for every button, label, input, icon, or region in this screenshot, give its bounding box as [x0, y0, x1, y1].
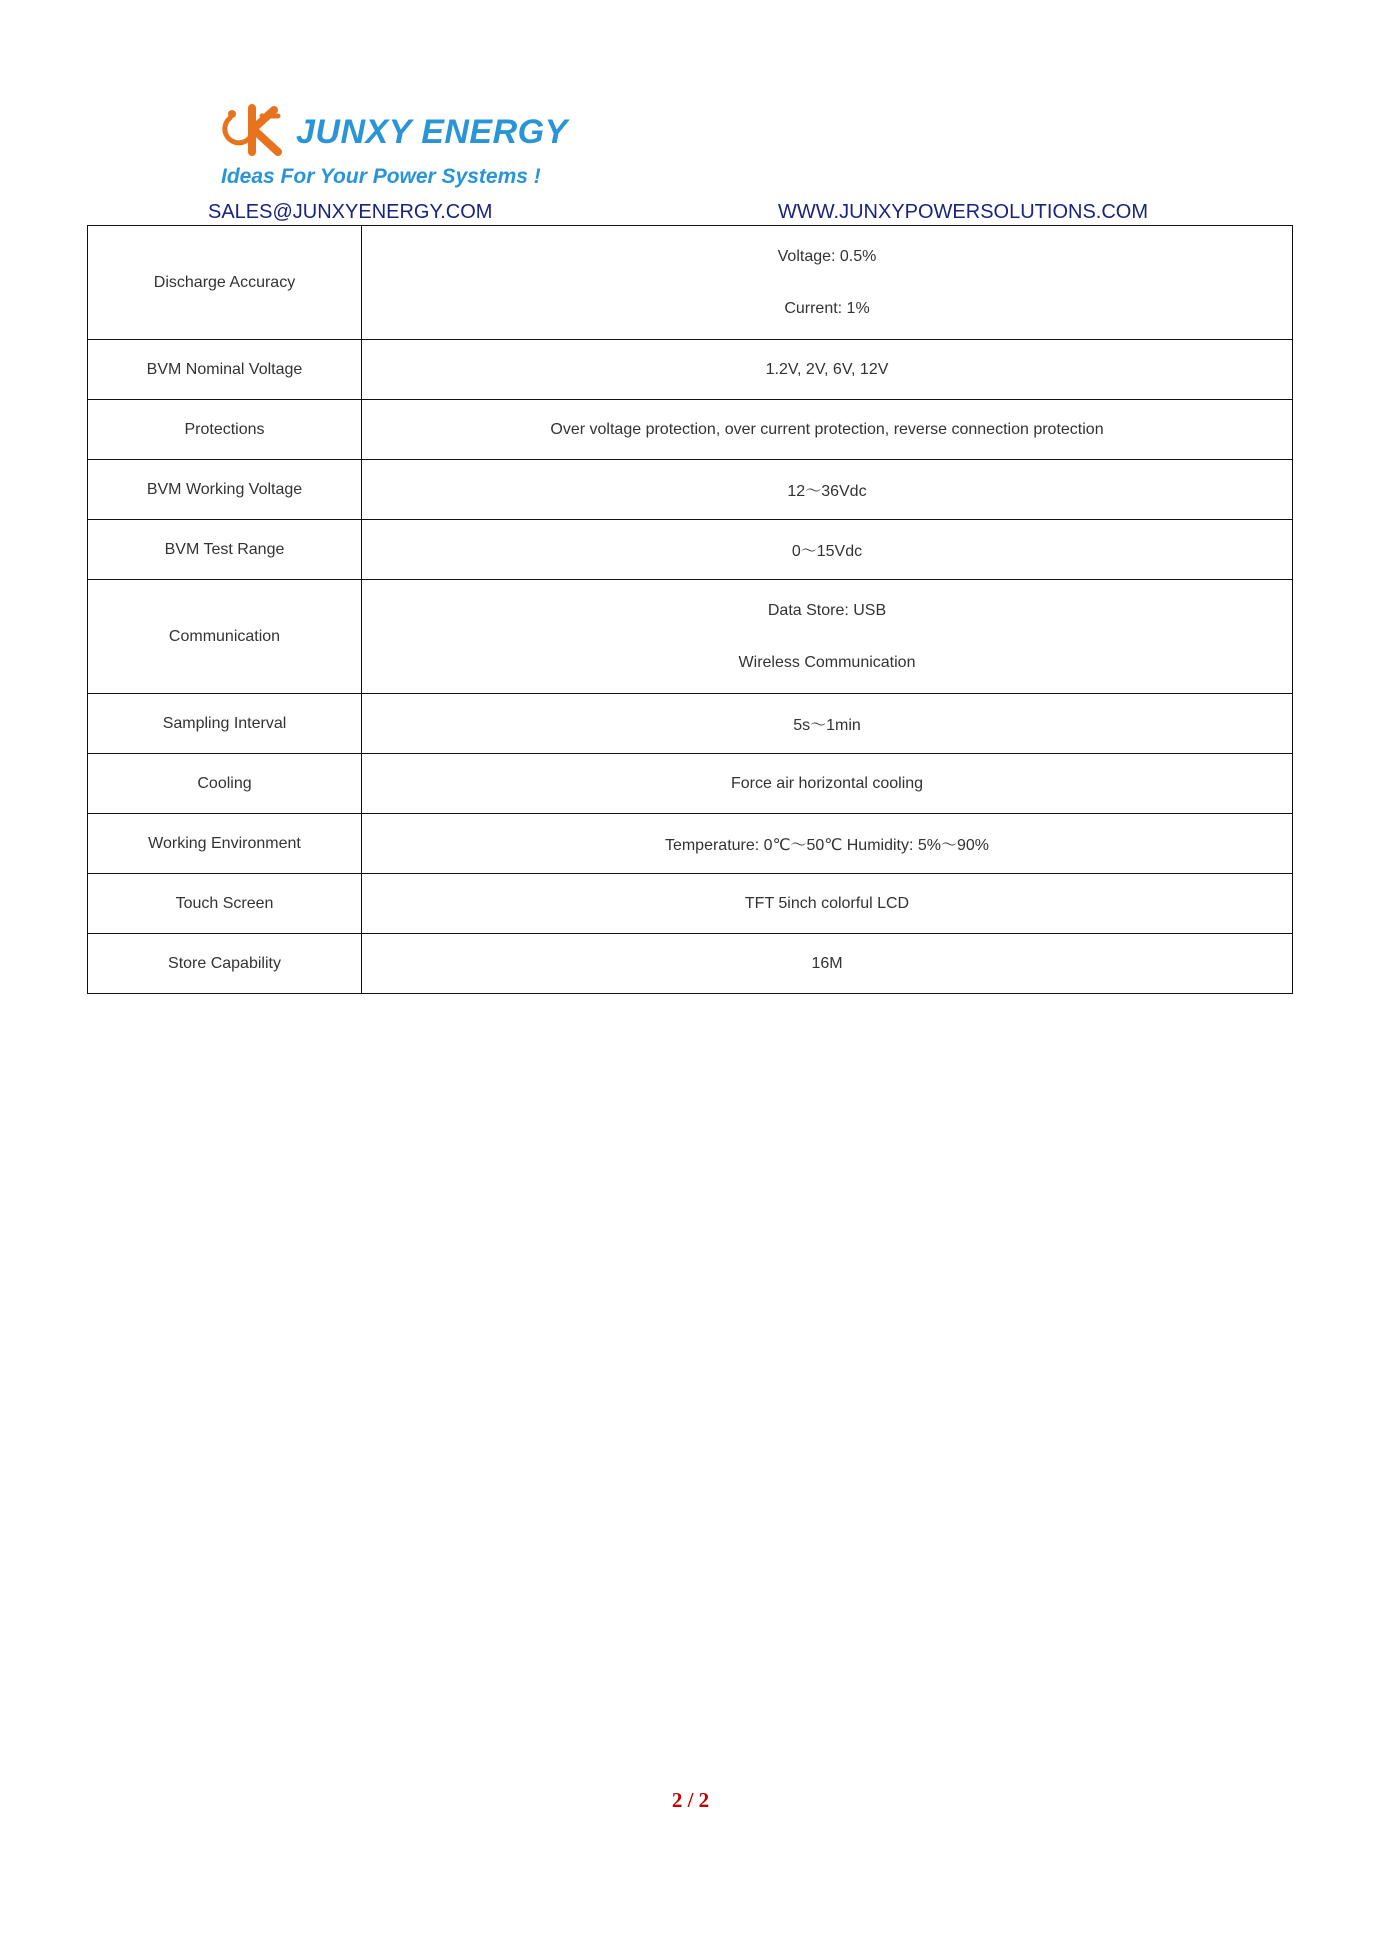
spec-label: Store Capability [88, 934, 362, 994]
spec-value-line: Current: 1% [784, 299, 870, 317]
spec-label: Cooling [88, 754, 362, 814]
spec-value [362, 934, 1293, 994]
spec-value [362, 226, 1293, 340]
spec-value [362, 580, 1293, 694]
contact-email[interactable]: SALES@JUNXYENERGY.COM [208, 201, 493, 223]
spec-table [87, 225, 1293, 994]
table-row [88, 934, 1293, 994]
spec-value [362, 340, 1293, 400]
spec-value [362, 814, 1293, 874]
spec-value-line: Wireless Communication [738, 653, 916, 671]
spec-value-line: 12～36Vdc [787, 483, 867, 500]
brand-tagline: Ideas For Your Power Systems ! [221, 165, 541, 188]
spec-label: Working Environment [88, 814, 362, 874]
spec-label: Touch Screen [88, 874, 362, 934]
spec-value-line: 1.2V, 2V, 6V, 12V [765, 360, 889, 378]
table-row [88, 340, 1293, 400]
spec-label: BVM Working Voltage [88, 460, 362, 520]
spec-label: BVM Nominal Voltage [88, 340, 362, 400]
spec-value-line: Force air horizontal cooling [730, 774, 924, 792]
spec-value-line: TFT 5inch colorful LCD [744, 894, 910, 912]
contact-website[interactable]: WWW.JUNXYPOWERSOLUTIONS.COM [778, 201, 1148, 223]
spec-value-line: 5s～1min [793, 717, 861, 734]
spec-value-line: Voltage: 0.5% [777, 247, 877, 265]
spec-value-line: Over voltage protection, over current protection, reverse connection protection [550, 420, 1104, 438]
table-row [88, 814, 1293, 874]
spec-value-line: 16M [811, 954, 843, 972]
spec-value-line: 0～15Vdc [791, 543, 863, 560]
spec-value [362, 520, 1293, 580]
spec-value [362, 874, 1293, 934]
spec-value [362, 694, 1293, 754]
table-row [88, 754, 1293, 814]
spec-value-line: Temperature: 0℃～50℃ Humidity: 5%～90% [664, 837, 990, 854]
spec-label: BVM Test Range [88, 520, 362, 580]
spec-label: Discharge Accuracy [88, 226, 362, 340]
junxy-logo-icon [222, 104, 282, 156]
spec-value-line: Data Store: USB [767, 601, 887, 619]
spec-label: Protections [88, 400, 362, 460]
table-row [88, 520, 1293, 580]
spec-value [362, 400, 1293, 460]
table-row [88, 694, 1293, 754]
spec-label: Communication [88, 580, 362, 694]
spec-value [362, 460, 1293, 520]
table-row [88, 400, 1293, 460]
table-row [88, 226, 1293, 340]
spec-label: Sampling Interval [88, 694, 362, 754]
table-row [88, 874, 1293, 934]
table-row [88, 580, 1293, 694]
page-number: 2 / 2 [671, 1788, 710, 1812]
spec-table-body [88, 226, 1293, 994]
brand-name: JUNXY ENERGY [296, 113, 568, 151]
spec-value [362, 754, 1293, 814]
table-row [88, 460, 1293, 520]
